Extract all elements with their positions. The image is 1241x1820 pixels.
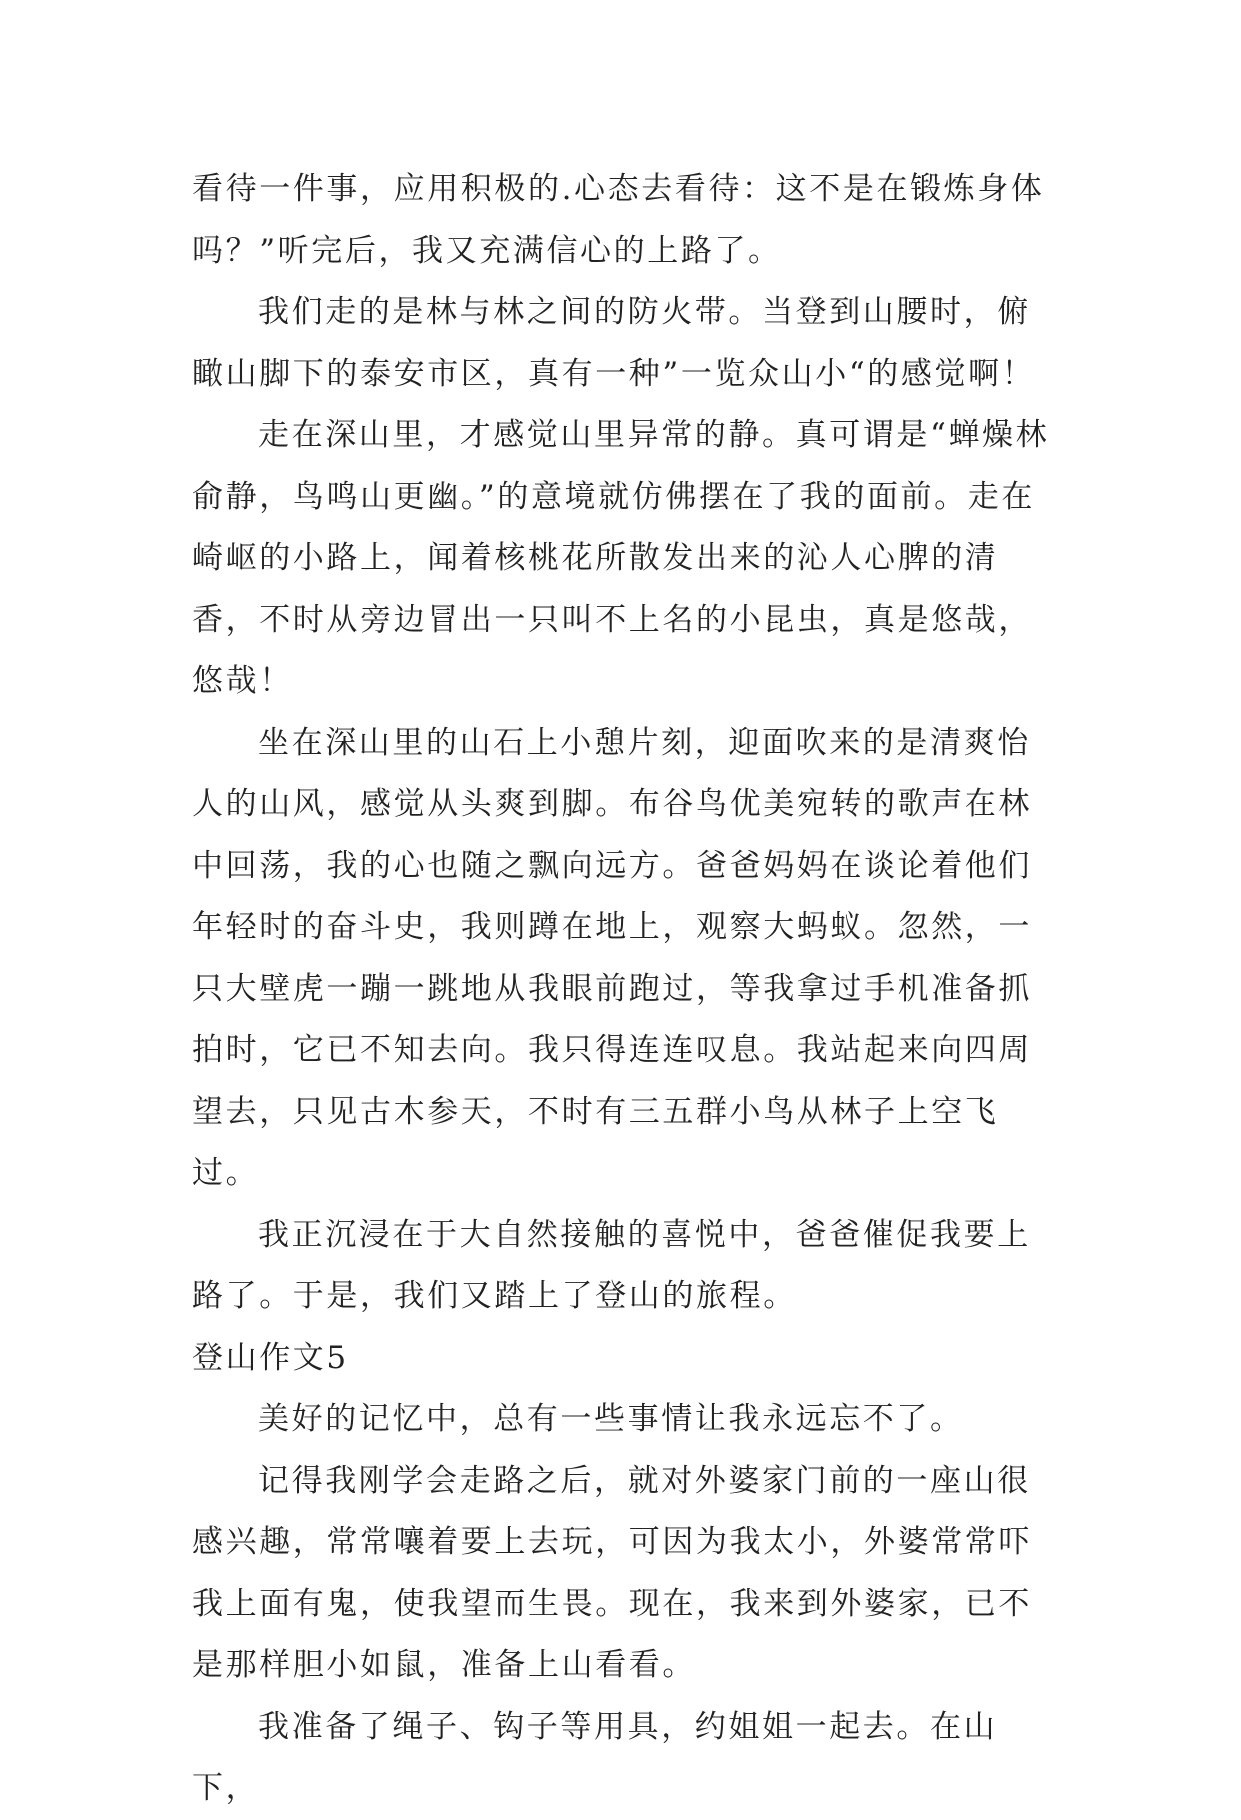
paragraph: 我正沉浸在于大自然接触的喜悦中，爸爸催促我要上路了。于是，我们又踏上了登山的旅程。 xyxy=(192,1216,1031,1314)
document-body xyxy=(192,159,1064,1820)
paragraph-continuation: 看待一件事，应用积极的.心态去看待：这不是在锻炼身体吗？”听完后，我又充满信心的上路了。 xyxy=(192,171,1045,269)
section-title: 登山作文5 xyxy=(192,1339,349,1376)
paragraph: 记得我刚学会走路之后，就对外婆家门前的一座山很感兴趣，常常嚷着要上去玩，可因为我太小，外婆常常吓我上面有鬼，使我望而生畏。现在，我来到外婆家，已不是那样胆小如鼠，准备上山看看。 xyxy=(192,1462,1032,1683)
paragraph: 我们走的是林与林之间的防火带。当登到山腰时，俯瞰山脚下的泰安市区，真有一种”一览众山小“的感觉啊！ xyxy=(192,294,1036,392)
paragraph: 我准备了绳子、钩子等用具，约姐姐一起去。在山下， xyxy=(192,1708,998,1806)
paragraph: 坐在深山里的山石上小憩片刻，迎面吹来的是清爽怡人的山风，感觉从头爽到脚。布谷鸟优美宛转的歌声在林中回荡，我的心也随之飘向远方。爸爸妈妈在谈论着他们年轻时的奋斗史，我则蹲在地上，观察大蚂蚁。忽然，一只大壁虎一蹦一跳地从我眼前跑过，等我拿过手机准备抓拍时，它已不知去向。我只得连连叹息。我站起来向四周望去，只见古木参天，不时有三五群小鸟从林子上空飞过。 xyxy=(192,724,1032,1191)
paragraph: 走在深山里，才感觉山里异常的静。真可谓是“蝉燥林俞静，鸟鸣山更幽。”的意境就仿佛摆在了我的面前。走在崎岖的小路上，闻着核桃花所散发出来的沁人心脾的清香，不时从旁边冒出一只叫不上名的小昆虫，真是悠哉，悠哉！ xyxy=(192,417,1050,699)
paragraph: 美好的记忆中，总有一些事情让我永远忘不了。 xyxy=(258,1401,964,1437)
